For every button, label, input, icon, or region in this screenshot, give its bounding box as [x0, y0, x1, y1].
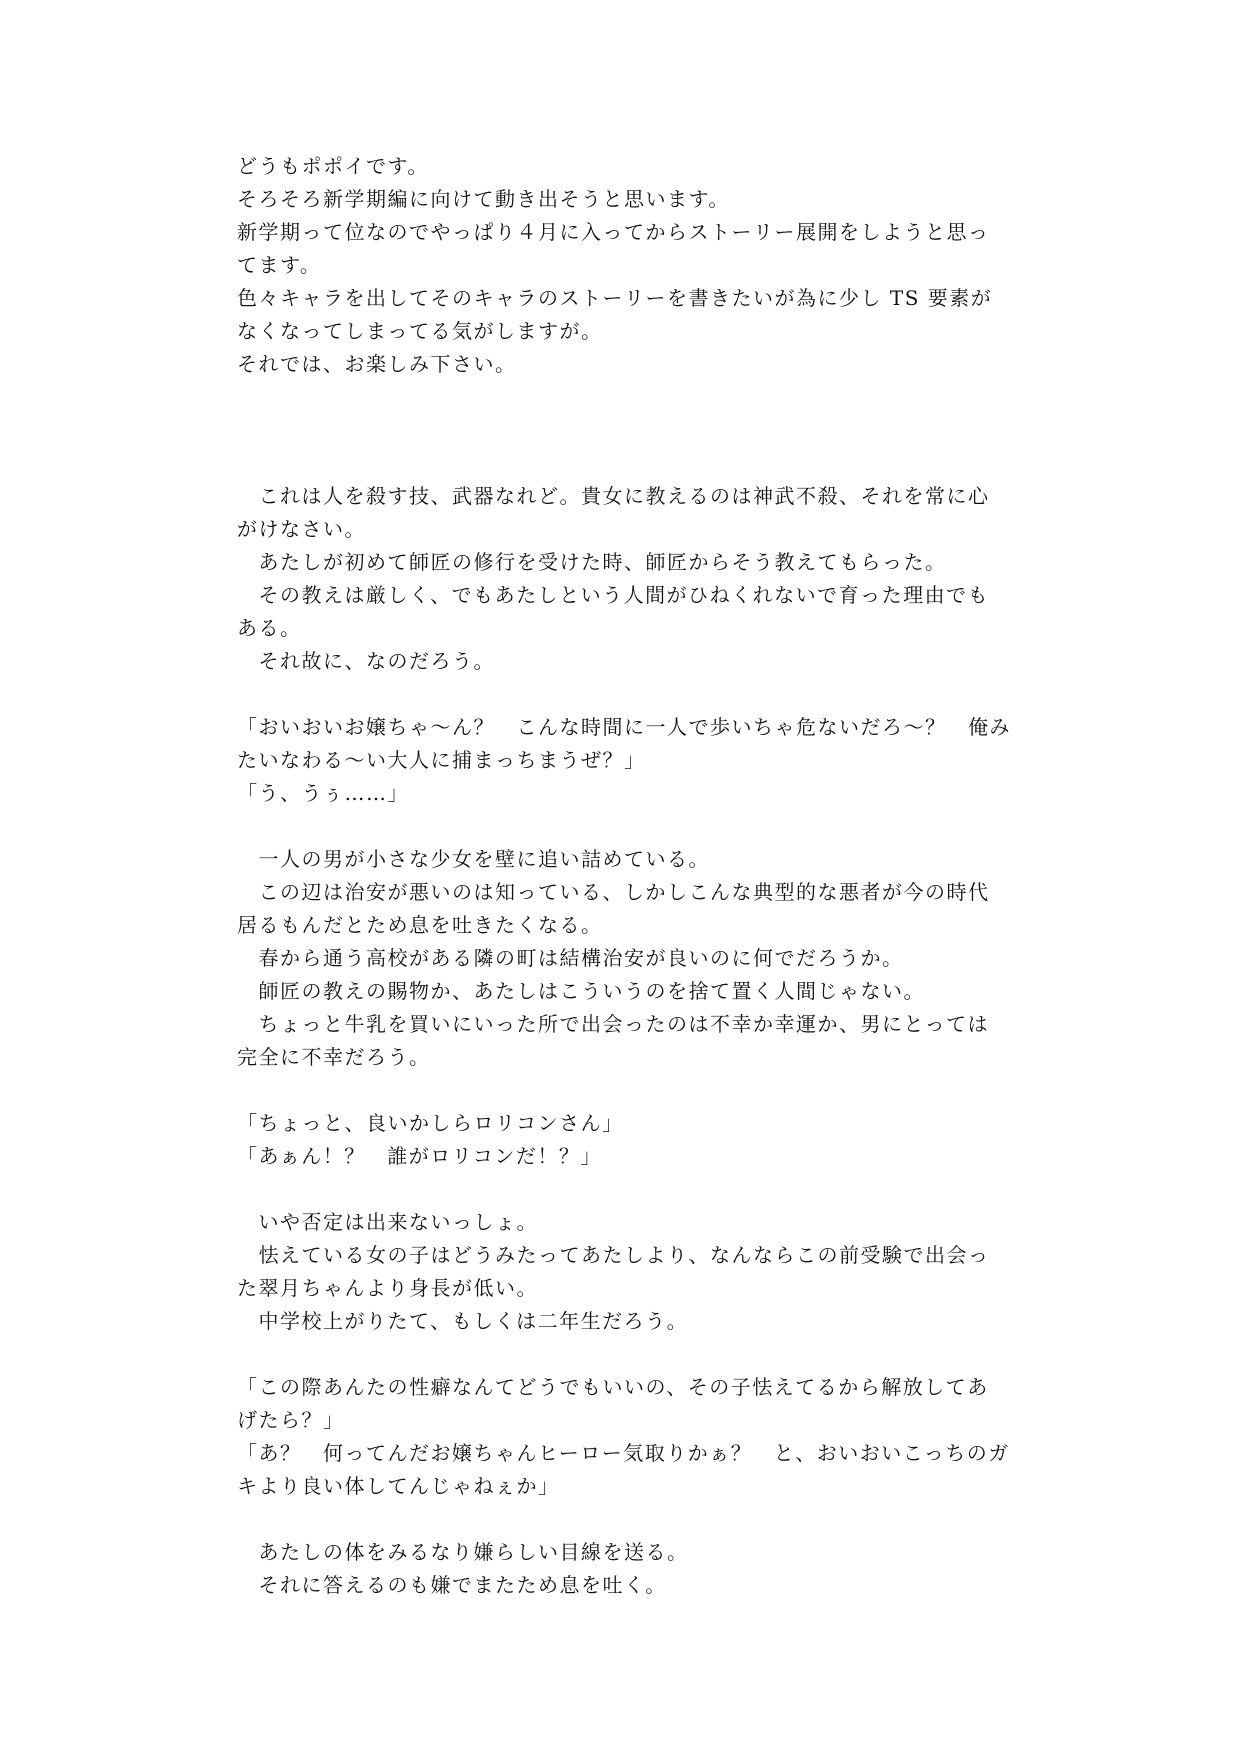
- text-line: 「あぁん！？ 誰がロリコンだ！？」: [237, 1144, 602, 1168]
- text-line: 居るもんだとため息を吐きたくなる。: [237, 913, 603, 937]
- text-line: 春から通う高校がある隣の町は結構治安が良いのに何でだろうか。: [237, 946, 904, 970]
- text-line: 「あ？ 何ってんだお嬢ちゃんヒーロー気取りかぁ？ と、おいおいこっちのガ: [237, 1441, 1010, 1465]
- text-line: それ故に、なのだろう。: [237, 649, 495, 673]
- text-line: ある。: [237, 616, 302, 640]
- blank-line: [237, 1074, 1007, 1107]
- text-line: この辺は治安が悪いのは知っている、しかしこんな典型的な悪者が今の時代: [237, 880, 990, 904]
- text-line: 色々キャラを出してそのキャラのストーリーを書きたいが為に少し TS 要素が: [237, 286, 993, 310]
- text-line: てます。: [237, 253, 322, 277]
- text-line: たいなわる～い大人に捕まっちまうぜ？」: [237, 748, 646, 772]
- text-line: いや否定は出来ないっしょ。: [237, 1210, 538, 1234]
- text-line: 「この際あんたの性癖なんてどうでもいいの、その子怯えてるから解放してあ: [237, 1375, 989, 1399]
- blank-line: [237, 1173, 1007, 1206]
- text-line: た翠月ちゃんより身長が低い。: [237, 1276, 538, 1300]
- text-line: そろそろ新学期編に向けて動き出そうと思います。: [237, 187, 730, 211]
- text-line: 中学校上がりたて、もしくは二年生だろう。: [237, 1309, 689, 1333]
- text-line: それに答えるのも嫌でまたため息を吐く。: [237, 1573, 667, 1597]
- text-line: 完全に不幸だろう。: [237, 1045, 431, 1069]
- blank-line: [237, 1503, 1007, 1536]
- text-line: その教えは厳しく、でもあたしという人間がひねくれないで育った理由でも: [237, 583, 990, 607]
- blank-line: [237, 1338, 1007, 1371]
- text-line: げたら？」: [237, 1408, 345, 1432]
- text-line: 「ちょっと、良いかしらロリコンさん」: [237, 1111, 624, 1135]
- text-line: がけなさい。: [237, 517, 366, 541]
- text-line: キより良い体してんじゃねぇか」: [237, 1474, 560, 1498]
- text-line: 新学期って位なのでやっぱり４月に入ってからストーリー展開をしようと思っ: [237, 220, 990, 244]
- text-line: 師匠の教えの賜物か、あたしはこういうのを捨て置く人間じゃない。: [237, 979, 925, 1003]
- text-line: ちょっと牛乳を買いにいった所で出会ったのは不幸か幸運か、男にとっては: [237, 1012, 990, 1036]
- text-line: なくなってしまってる気がしますが。: [237, 319, 603, 343]
- text-line: どうもポポイです。: [237, 154, 429, 178]
- text-line: あたしが初めて師匠の修行を受けた時、師匠からそう教えてもらった。: [237, 550, 947, 574]
- text-line: 「おいおいお嬢ちゃ～ん？ こんな時間に一人で歩いちゃ危ないだろ～？ 俺み: [237, 715, 1011, 739]
- blank-line: [237, 381, 1007, 414]
- text-line: これは人を殺す技、武器なれど。貴女に教えるのは神武不殺、それを常に心: [237, 484, 990, 508]
- text-line: あたしの体をみるなり嫌らしい目線を送る。: [237, 1540, 689, 1564]
- text-line: 怯えている女の子はどうみたってあたしより、なんならこの前受験で出会っ: [237, 1243, 990, 1267]
- text-line: それでは、お楽しみ下さい。: [237, 352, 517, 376]
- blank-line: [237, 447, 1007, 480]
- blank-line: [237, 678, 1007, 711]
- body-text: [237, 150, 1011, 1602]
- text-line: 一人の男が小さな少女を壁に追い詰めている。: [237, 847, 710, 871]
- blank-line: [237, 810, 1007, 843]
- blank-line: [237, 414, 1007, 447]
- text-line: 「う、うぅ……」: [237, 781, 409, 805]
